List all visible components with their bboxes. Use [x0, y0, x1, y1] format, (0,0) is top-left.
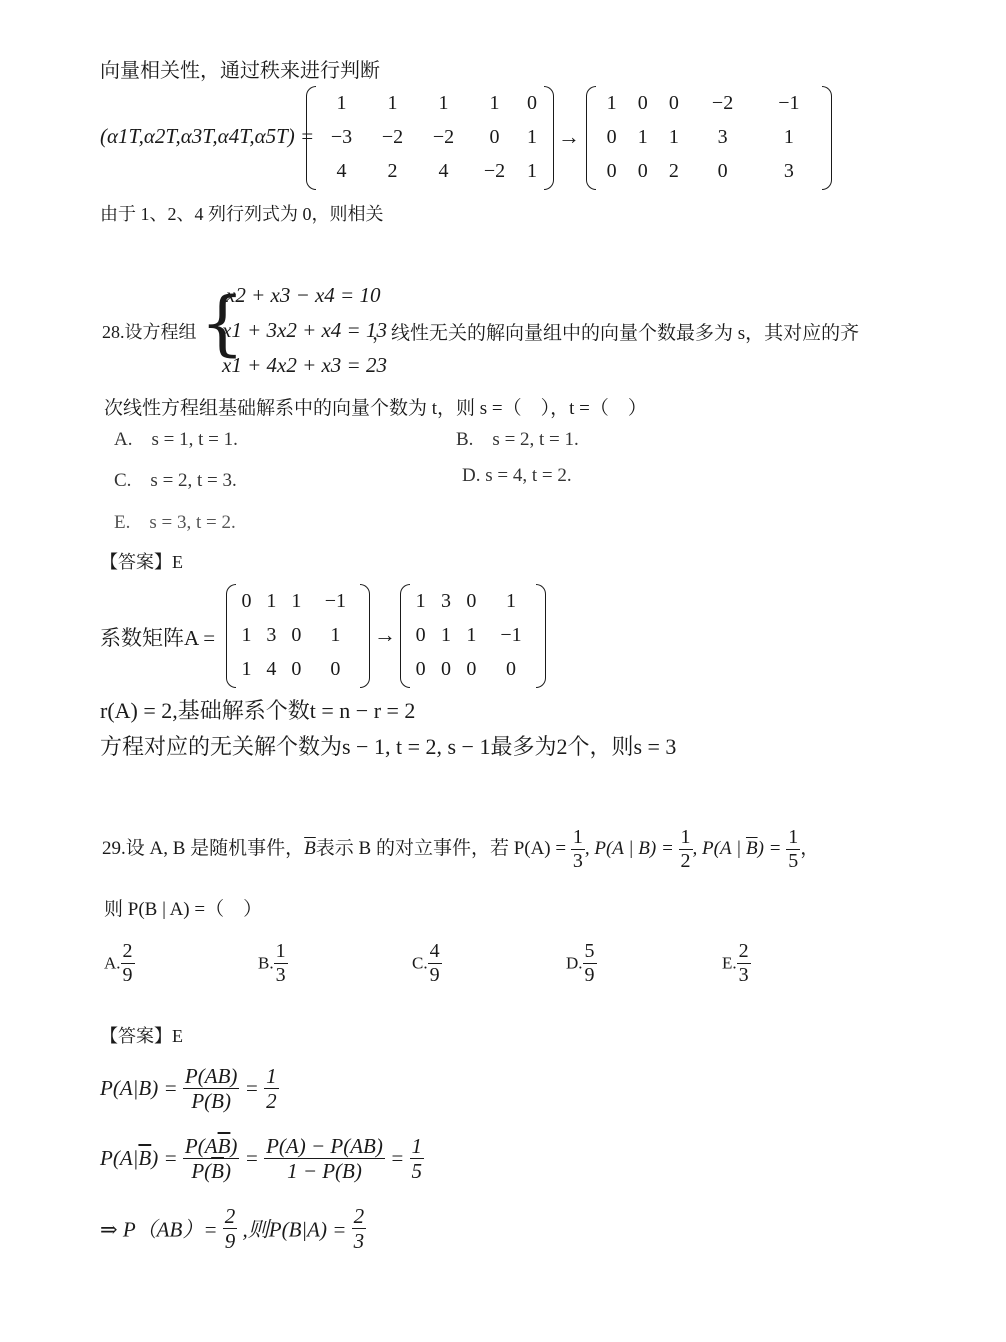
arrow-2: → — [374, 622, 396, 647]
matrix-1-cell: 1 — [387, 91, 398, 114]
matrix-a-cell: 0 — [291, 657, 302, 680]
q28-option-b: B. s = 2, t = 1. — [456, 429, 579, 450]
matrix-2-cell: −2 — [711, 91, 734, 114]
matrix-1-cell: 1 — [527, 125, 537, 148]
intro-conclusion: 由于 1、2、4 列行列式为 0，则相关 — [100, 204, 384, 224]
matrix-b-cell: 0 — [466, 589, 477, 612]
matrix-1-cell: −2 — [483, 159, 506, 182]
matrix-2-cell: 3 — [783, 159, 794, 182]
matrix-2-cell: 1 — [637, 125, 648, 148]
matrix-2-cell: 1 — [668, 125, 679, 148]
coef-label: 系数矩阵A = — [100, 626, 216, 650]
system-brace: { — [200, 282, 245, 364]
matrix-2 — [586, 86, 832, 190]
q28-answer: 【答案】E — [100, 552, 183, 572]
matrix-2-cell: 1 — [606, 91, 617, 114]
q29-option-e: E. $\frac{2}{3}$ — [722, 940, 749, 986]
matrix-b-cell: 3 — [441, 589, 452, 612]
q29-answer: 【答案】E — [100, 1026, 183, 1046]
q28-option-a: A. s = 1, t = 1. — [114, 429, 238, 450]
matrix-2-cell: 0 — [637, 159, 648, 182]
matrix-2-cell: 0 — [637, 91, 648, 114]
q28-line2: 方程对应的无关解个数为s − 1, t = 2, s − 1最多为2个，则s = 3 — [100, 734, 677, 759]
matrix-b-cell: 0 — [466, 657, 477, 680]
q28-line1: r(A) = 2,基础解系个数t = n − r = 2 — [100, 698, 416, 723]
matrix-a — [226, 584, 370, 688]
q28-prefix: 28.设方程组 — [102, 322, 197, 342]
q29-step2: $P(A|\overline{B})$ = $\frac{P(A\overline{B})}{P(\overline{B})}$ = $\frac{P(A) - P(AB)}{1 - P(B)}$ = $\frac{1}{5}$ — [100, 1134, 423, 1184]
matrix-1-cell: −2 — [432, 125, 455, 148]
q28-text2: 次线性方程组基础解系中的向量个数为 t，则 s =（ ），t =（ ） — [104, 398, 647, 419]
matrix-a-cell: 1 — [266, 589, 277, 612]
matrix-1-cell: 0 — [489, 125, 500, 148]
matrix-1-cell: 1 — [527, 159, 537, 182]
matrix-1-cell: 1 — [336, 91, 347, 114]
intro-lhs: (α1T,α2T,α3T,α4T,α5T) = — [100, 124, 315, 148]
matrix-1-cell: 1 — [489, 91, 500, 114]
matrix-1 — [306, 86, 554, 190]
q29-ask: 则 P(B | A) =（ ） — [104, 899, 263, 920]
matrix-a-cell: 1 — [291, 589, 302, 612]
matrix-a-cell: 1 — [241, 657, 252, 680]
matrix-2-cell: 1 — [783, 125, 794, 148]
matrix-1-cell: −2 — [381, 125, 404, 148]
q28-option-c: C. s = 2, t = 3. — [114, 470, 237, 491]
arrow-1: → — [558, 124, 580, 149]
matrix-2-cell: 3 — [717, 125, 728, 148]
matrix-a-cell: 3 — [266, 623, 277, 646]
matrix-b-cell: −1 — [500, 623, 522, 646]
q28-eq2: x1 + 3x2 + x4 = 13 — [222, 318, 387, 342]
q29-option-a: A. $\frac{2}{9}$ — [104, 940, 133, 986]
matrix-b-cell: 0 — [506, 657, 517, 680]
matrix-2-cell: 2 — [668, 159, 679, 182]
matrix-b-cell: 0 — [415, 657, 426, 680]
matrix-a-cell: 0 — [330, 657, 341, 680]
q29-option-b: B. $\frac{1}{3}$ — [258, 940, 286, 986]
matrix-a-cell: 0 — [291, 623, 302, 646]
q28-eq3: x1 + 4x2 + x3 = 23 — [222, 353, 387, 377]
matrix-2-cell: 0 — [717, 159, 728, 182]
matrix-b-cell: 0 — [415, 623, 426, 646]
matrix-b-cell: 1 — [441, 623, 452, 646]
matrix-a-cell: 0 — [241, 589, 252, 612]
matrix-a-cell: −1 — [324, 589, 347, 612]
q28-text1: ，线性无关的解向量组中的向量个数最多为 s，其对应的齐 — [372, 323, 860, 344]
q29-option-d: D. $\frac{5}{9}$ — [566, 940, 595, 986]
q29-option-c: C. $\frac{4}{9}$ — [412, 940, 440, 986]
matrix-2-cell: 0 — [606, 159, 617, 182]
matrix-2-cell: 0 — [606, 125, 617, 148]
matrix-1-cell: 4 — [438, 159, 449, 182]
q29-step1: P(A|B) = $\frac{P(AB)}{P(B)}$ = $\frac{1}{2}$ — [100, 1064, 277, 1114]
matrix-1-cell: 1 — [438, 91, 449, 114]
matrix-b-cell: 1 — [506, 589, 517, 612]
q29-step3: ⇒ P（AB）= $\frac{2}{9}$ ,则P(B|A) = $\frac{2}{3}$ — [100, 1204, 365, 1254]
matrix-b-cell: 1 — [466, 623, 477, 646]
q28-option-e: E. s = 3, t = 2. — [114, 512, 236, 533]
matrix-2-cell: 0 — [668, 91, 679, 114]
matrix-1-cell: −3 — [330, 125, 353, 148]
matrix-a-cell: 1 — [241, 623, 252, 646]
matrix-1-cell: 4 — [336, 159, 347, 182]
matrix-1-cell: 0 — [527, 91, 537, 114]
matrix-b — [400, 584, 546, 688]
matrix-a-cell: 4 — [266, 657, 277, 680]
matrix-b-cell: 1 — [415, 589, 426, 612]
matrix-a-cell: 1 — [330, 623, 341, 646]
q28-option-d: D. s = 4, t = 2. — [462, 465, 572, 486]
q28-eq1: x2 + x3 − x4 = 10 — [226, 283, 381, 307]
matrix-1-cell: 2 — [387, 159, 398, 182]
intro-title: 向量相关性，通过秩来进行判断 — [100, 60, 380, 82]
q29-question: 29.设 A, B 是随机事件，$\overline{B}$表示 B 的对立事件，若 P(A) = $\frac{1}{3}$ , P(A | B) = $\frac{1}{2}$ , P(A | $\overline{B}$) = $\frac{1}{5}$ ， — [102, 826, 820, 872]
matrix-b-cell: 0 — [441, 657, 452, 680]
matrix-2-cell: −1 — [778, 91, 800, 114]
